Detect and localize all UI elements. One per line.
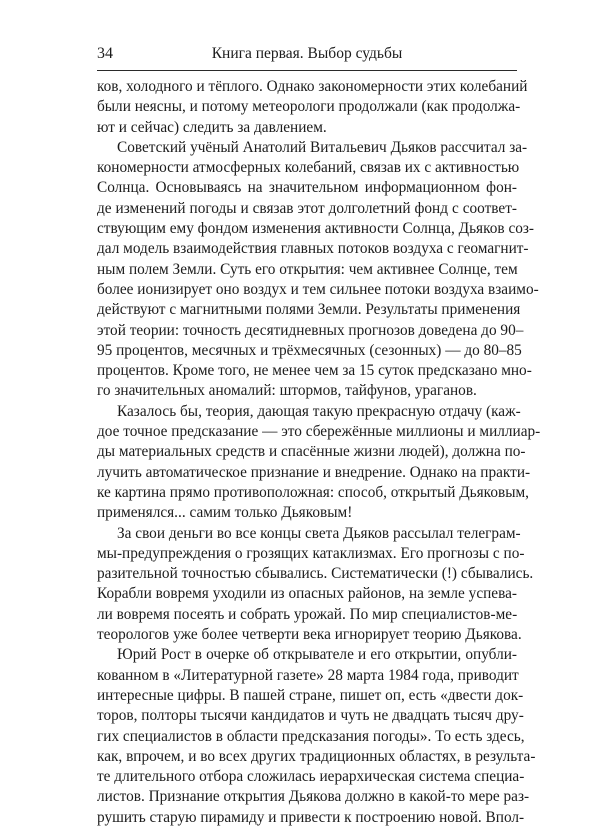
text-line: дал модель взаимодействия главных потоков воздуха с геомагнит- (97, 240, 529, 258)
text-line: разительной точностью сбывались. Систематически (!) сбывались. (97, 565, 534, 583)
text-line: те длительного отбора сложилась иерархическая система специа- (97, 768, 525, 786)
text-line: как, впрочем, и во всех других традиционных областях, в результа- (97, 747, 536, 765)
text-line: Юрий Рост в очерке об открывателе и его открытии, опубли- (117, 646, 517, 664)
text-line: Корабли вовремя уходили из опасных районов, на земле успева- (97, 585, 517, 603)
text-line: Солнца. Основываясь на значительном информационном фон- (97, 179, 517, 197)
text-line: ют и сейчас) следить за давлением. (97, 118, 327, 136)
text-line: кованном в «Литературной газете» 28 марта 1984 года, приводит (97, 666, 519, 684)
text-line: листов. Признание открытия Дьякова должно в какой-то мере раз- (97, 788, 530, 806)
text-line: де изменений погоды и связав этот долголетний фонд с соответ- (97, 199, 517, 217)
text-line: этой теории: точность десятидневных прогнозов доведена до 90– (97, 321, 524, 339)
text-line: ков, холодного и тёплого. Однако закономерности этих колебаний (97, 78, 528, 95)
text-line: мы-предупреждения о грозящих катаклизмах. Его прогнозы с по- (97, 544, 525, 562)
text-line: кономерности атмосферных колебаний, связав их с активностью (97, 159, 520, 177)
text-line: процентов. Кроме того, не менее чем за 15 суток предсказано мно- (97, 362, 532, 380)
text-line: ды материальных средств и спасённые жизни людей), должна по- (97, 443, 526, 461)
text-line: более ионизирует оно воздух и тем сильнее потоки воздуха взаимо- (97, 280, 539, 298)
text-line: ствующим ему фондом изменения активности Солнца, Дьяков соз- (97, 220, 535, 238)
text-line: лучить автоматическое признание и внедрение. Однако на практи- (97, 463, 531, 481)
text-line: рушить старую пирамиду и привести к построению новой. Впол- (97, 808, 525, 826)
text-line: ке картина прямо противоположная: способ, открытый Дьяковым, (97, 483, 529, 501)
text-line: 95 процентов, месячных и трёхмесячных (сезонных) — до 80–85 (97, 341, 522, 359)
text-line: го значительных аномалий: штормов, тайфунов, ураганов. (97, 382, 477, 400)
header-rule (97, 70, 517, 71)
body-text (97, 77, 541, 828)
text-line: интересные цифры. В пашей стране, пишет оп, есть «двести док- (97, 686, 524, 704)
text-line: гих специалистов в области предсказания погоды». То есть здесь, (97, 727, 525, 745)
text-line: теорологов уже более четверти века игнорирует теорию Дьякова. (97, 626, 522, 644)
text-line: Казалось бы, теория, дающая такую прекрасную отдачу (каж- (117, 402, 521, 420)
text-line: дое точное предсказание — это сбережённые миллионы и миллиар- (97, 423, 541, 441)
text-line: ли вовремя посеять и собрать урожай. По мир специалистов-ме- (97, 605, 518, 623)
text-line: применялся... самим только Дьяковым! (97, 504, 353, 522)
text-line: Советский учёный Анатолий Витальевич Дьяков рассчитал за- (117, 138, 528, 156)
text-line: За свои деньги во все концы света Дьяков рассылал телеграм- (117, 524, 521, 542)
running-title: Книга первая. Выбор судьбы (211, 45, 403, 62)
text-line: торов, полторы тысячи кандидатов и чуть не двадцать тысяч дру- (97, 707, 524, 725)
text-line: действуют с магнитными полями Земли. Результаты применения (97, 301, 521, 319)
page-header (97, 44, 517, 68)
text-line: ным полем Земли. Суть его открытия: чем активнее Солнце, тем (97, 260, 518, 278)
page-number: 34 (97, 45, 113, 62)
text-line: были неясны, и потому метеорологи продолжали (как продолжа- (97, 98, 521, 116)
